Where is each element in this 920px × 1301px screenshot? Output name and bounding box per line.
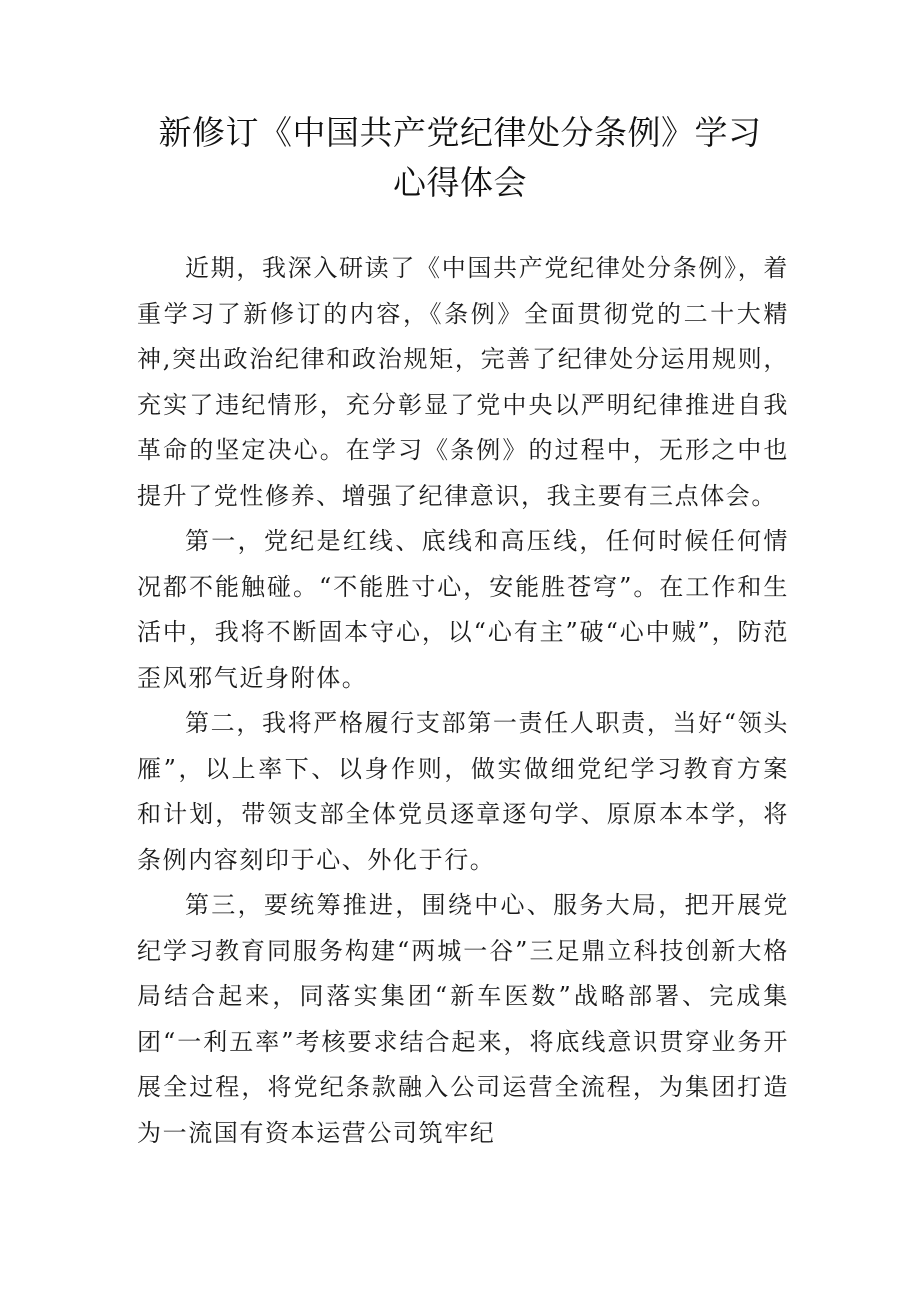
- title-line-2: 心得体会: [393, 163, 527, 202]
- document-body: [137, 246, 789, 1156]
- title-line-1: 新修订《中国共产党纪律处分条例》学习: [158, 113, 762, 152]
- paragraph-point-three: 第三，要统筹推进，围绕中心、服务大局，把开展党纪学习教育同服务构建“两城一谷”三足鼎立科技创新大格局结合起来，同落实集团“新车医数”战略部署、完成集团“一利五率”考核要求结合起来，将底线意识贯穿业务开展全过程，将党纪条款融入公司运营全流程，为集团打造为一流国有资本运营公司筑牢纪: [137, 891, 789, 1147]
- paragraph-point-two: 第二，我将严格履行支部第一责任人职责，当好“领头雁”，以上率下、以身作则，做实做细党纪学习教育方案和计划，带领支部全体党员逐章逐句学、原原本本学，将条例内容刻印于心、外化于行。: [137, 709, 789, 874]
- document-title: [0, 108, 920, 208]
- paragraph-intro: 近期，我深入研读了《中国共产党纪律处分条例》，着重学习了新修订的内容，《条例》全面贯彻党的二十大精神,突出政治纪律和政治规矩，完善了纪律处分运用规则，充实了违纪情形，充分彰显了党中央以严明纪律推进自我革命的坚定决心。在学习《条例》的过程中，无形之中也提升了党性修养、增强了纪律意识，我主要有三点体会。: [137, 254, 789, 510]
- paragraph-point-one: 第一，党纪是红线、底线和高压线，任何时候任何情况都不能触碰。“不能胜寸心，安能胜苍穹”。在工作和生活中，我将不断固本守心，以“心有主”破“心中贼”，防范歪风邪气近身附体。: [137, 527, 789, 692]
